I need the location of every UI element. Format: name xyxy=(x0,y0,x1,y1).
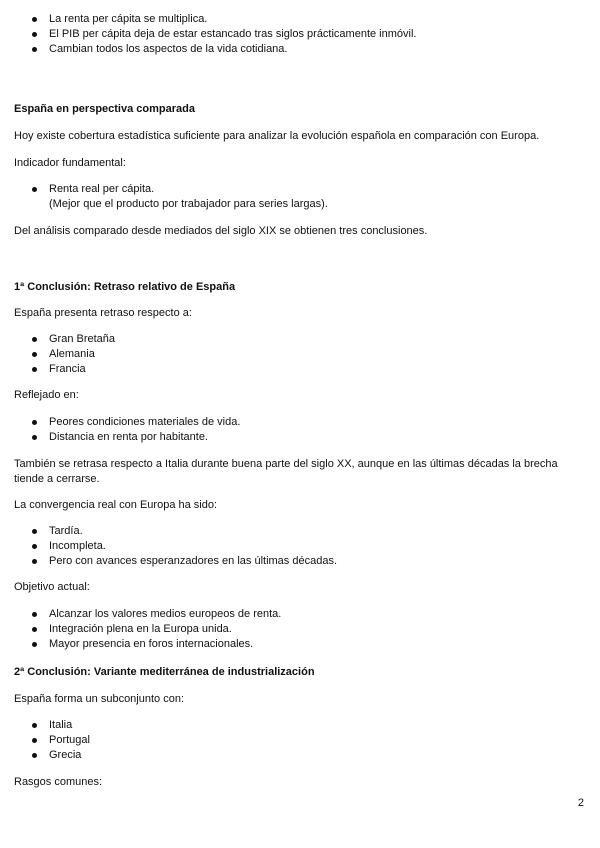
paragraph: Objetivo actual: xyxy=(14,581,90,593)
convergence-list xyxy=(32,524,552,569)
indicator-line: Renta real per cápita. xyxy=(49,183,155,195)
list-item: Italia xyxy=(32,718,552,733)
paragraph: También se retrasa respecto a Italia durante buena parte del siglo XX, aunque en las últimas décadas la brecha tiende a cerrarse. xyxy=(14,458,558,485)
page-number: 2 xyxy=(577,797,584,809)
list-item: Distancia en renta por habitante. xyxy=(32,430,552,445)
list-item: Grecia xyxy=(32,748,552,763)
list-item: Francia xyxy=(32,362,552,377)
indicator-list xyxy=(32,182,552,212)
paragraph: Indicador fundamental: xyxy=(14,157,126,169)
mediterranean-countries-list xyxy=(32,718,552,763)
list-item: Alcanzar los valores medios europeos de renta. xyxy=(32,607,552,622)
list-item: Incompleta. xyxy=(32,539,552,554)
list-item: El PIB per cápita deja de estar estancado tras siglos prácticamente inmóvil. xyxy=(32,27,552,42)
paragraph: Del análisis comparado desde mediados del siglo XIX se obtienen tres conclusiones. xyxy=(14,225,428,237)
list-item: Portugal xyxy=(32,733,552,748)
list-item: La renta per cápita se multiplica. xyxy=(32,12,552,27)
objectives-list xyxy=(32,607,552,652)
reflected-list xyxy=(32,415,552,445)
paragraph: España forma un subconjunto con: xyxy=(14,693,185,705)
section-heading: 1ª Conclusión: Retraso relativo de España xyxy=(14,281,236,293)
list-item: Mayor presencia en foros internacionales. xyxy=(32,637,552,652)
list-item: Pero con avances esperanzadores en las últimas décadas. xyxy=(32,554,552,569)
paragraph: La convergencia real con Europa ha sido: xyxy=(14,499,218,511)
section-heading: España en perspectiva comparada xyxy=(14,103,195,115)
intro-list xyxy=(32,12,552,57)
list-item: Cambian todos los aspectos de la vida cotidiana. xyxy=(32,42,552,57)
list-item: Tardía. xyxy=(32,524,552,539)
list-item: Gran Bretaña xyxy=(32,332,552,347)
list-item: Alemania xyxy=(32,347,552,362)
paragraph: España presenta retraso respecto a: xyxy=(14,307,192,319)
paragraph: Reflejado en: xyxy=(14,389,79,401)
section-heading: 2ª Conclusión: Variante mediterránea de industrialización xyxy=(14,666,315,678)
indicator-note: (Mejor que el producto por trabajador para series largas). xyxy=(49,198,328,210)
paragraph: Rasgos comunes: xyxy=(14,776,103,788)
list-item: Peores condiciones materiales de vida. xyxy=(32,415,552,430)
list-item xyxy=(32,182,552,212)
list-item: Integración plena en la Europa unida. xyxy=(32,622,552,637)
countries-list xyxy=(32,332,552,377)
paragraph: Hoy existe cobertura estadística suficiente para analizar la evolución española en comparación con Europa. xyxy=(14,130,540,142)
